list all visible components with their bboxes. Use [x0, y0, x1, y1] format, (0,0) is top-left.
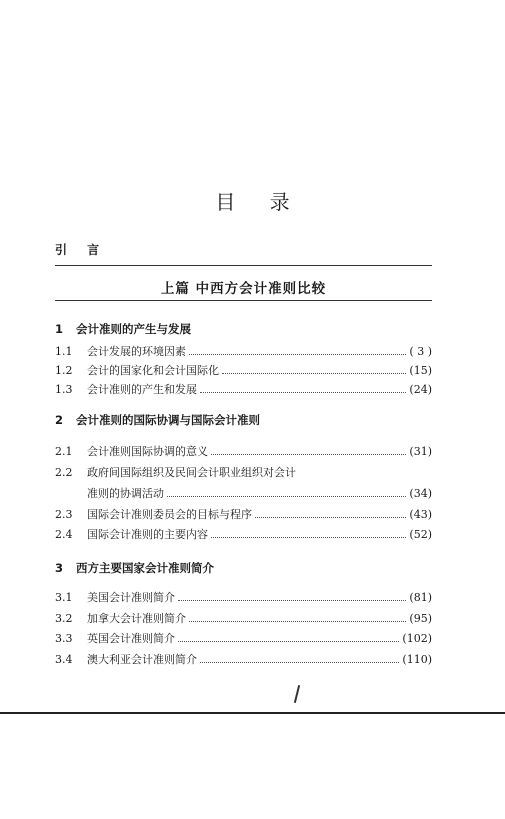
entry-number: 3.1: [55, 591, 73, 604]
divider-bottom: [55, 300, 432, 301]
entry-page: (24): [409, 383, 432, 396]
leader-dots: [200, 654, 399, 663]
entry-number: 3.3: [55, 632, 73, 645]
leader-dots: [178, 633, 399, 642]
part-heading: 上篇 中西方会计准则比较: [160, 281, 327, 297]
entry-title: 国际会计准则的主要内容: [87, 528, 208, 541]
toc-entry[interactable]: [55, 362, 432, 378]
chapter-number: 3: [55, 561, 64, 575]
toc-entry[interactable]: [55, 630, 432, 646]
entry-page: (52): [409, 528, 432, 541]
pen-mark: [294, 685, 300, 703]
entry-title: 会计准则的产生和发展: [87, 383, 197, 396]
entry-page: (43): [409, 508, 432, 521]
entry-number: 1.3: [55, 383, 73, 396]
page-title: 目 录: [215, 190, 304, 214]
entry-number: 3.4: [55, 653, 73, 666]
entry-number: 3.2: [55, 612, 73, 625]
chapter-number: 1: [55, 322, 64, 336]
entry-number: 2.3: [55, 508, 73, 521]
leader-dots: [189, 346, 406, 355]
chapter-heading: [55, 412, 260, 428]
leader-dots: [189, 613, 406, 622]
leader-dots: [255, 509, 406, 518]
toc-entry[interactable]: [55, 381, 432, 397]
entry-page: ( 3 ): [409, 345, 432, 358]
entry-page: (34): [409, 487, 432, 500]
toc-entry[interactable]: [55, 651, 432, 667]
leader-dots: [167, 488, 406, 497]
toc-entry[interactable]: [55, 610, 432, 626]
entry-title: 美国会计准则简介: [87, 591, 175, 604]
entry-page: (102): [402, 632, 432, 645]
entry-title: 会计的国家化和会计国际化: [87, 364, 219, 377]
entry-title: 会计准则国际协调的意义: [87, 445, 208, 458]
toc-entry[interactable]: [55, 343, 432, 359]
page-bottom-edge: [0, 712, 505, 714]
toc-entry[interactable]: [55, 464, 432, 480]
divider-top: [55, 265, 432, 266]
entry-title: 国际会计准则委员会的目标与程序: [87, 508, 252, 521]
chapter-heading: [55, 321, 191, 337]
toc-entry[interactable]: [55, 506, 432, 522]
leader-dots: [178, 592, 406, 601]
entry-title: 准则的协调活动: [87, 487, 164, 500]
entry-number: 2.4: [55, 528, 73, 541]
entry-page: (81): [409, 591, 432, 604]
entry-page: (95): [409, 612, 432, 625]
entry-title: 加拿大会计准则简介: [87, 612, 186, 625]
entry-page: (31): [409, 445, 432, 458]
toc-entry[interactable]: [55, 443, 432, 459]
toc-entry[interactable]: [55, 485, 432, 501]
leader-dots: [211, 529, 406, 538]
entry-number: 1.1: [55, 345, 73, 358]
toc-entry[interactable]: [55, 526, 432, 542]
entry-number: 2.1: [55, 445, 73, 458]
toc-entry[interactable]: [55, 589, 432, 605]
leader-dots: [222, 365, 406, 374]
entry-title: 澳大利亚会计准则简介: [87, 653, 197, 666]
entry-title: 政府间国际组织及民间会计职业组织对会计: [87, 466, 296, 479]
chapter-title: 会计准则的产生与发展: [76, 322, 191, 336]
leader-dots: [211, 446, 406, 455]
entry-page: (15): [409, 364, 432, 377]
entry-number: 2.2: [55, 466, 73, 479]
leader-dots: [200, 384, 406, 393]
chapter-title: 西方主要国家会计准则简介: [76, 561, 214, 575]
chapter-number: 2: [55, 413, 64, 427]
entry-title: 会计发展的环境因素: [87, 345, 186, 358]
chapter-heading: [55, 560, 214, 576]
entry-number: 1.2: [55, 364, 73, 377]
chapter-title: 会计准则的国际协调与国际会计准则: [76, 413, 260, 427]
intro-heading: 引 言: [55, 243, 108, 257]
entry-page: (110): [402, 653, 432, 666]
entry-title: 英国会计准则简介: [87, 632, 175, 645]
